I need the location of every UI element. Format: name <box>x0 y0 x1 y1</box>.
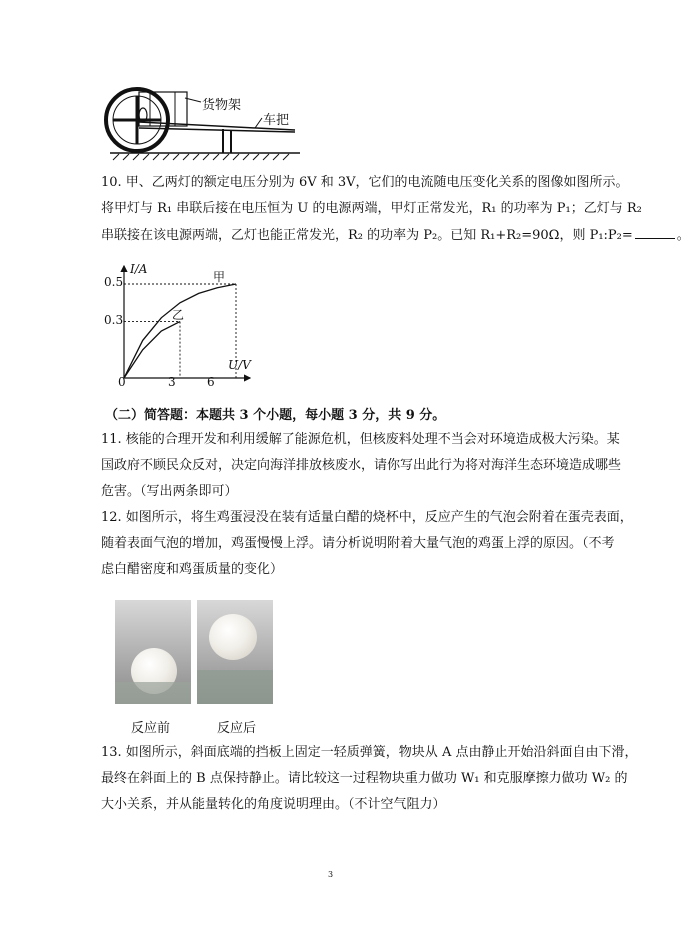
caption-before: 反应前 <box>131 721 171 736</box>
q13-line1: 13. 如图所示，斜面底端的挡板上固定一轻质弹簧，物块从 A 点由静止开始沿斜面自由下滑， <box>101 745 638 760</box>
q13-line3: 大小关系，并从能量转化的角度说明理由。（不计空气阻力） <box>101 797 446 812</box>
q11-line3: 危害。（写出两条即可） <box>101 484 238 499</box>
cart-label-handle: 车把 <box>263 113 290 128</box>
x-tick-3: 3 <box>168 375 176 389</box>
photo-after <box>197 600 273 704</box>
q11-line1: 11. 核能的合理开发和利用缓解了能源危机，但核废料处理不当会对环境造成极大污染。某 <box>101 432 620 447</box>
q12-line2: 随着表面气泡的增加，鸡蛋慢慢上浮。请分析说明附着大量气泡的鸡蛋上浮的原因。（不考 <box>101 536 615 551</box>
q11-line2: 国政府不顾民众反对，决定向海洋排放核废水，请你写出此行为将对海洋生态环境造成哪些 <box>101 458 622 473</box>
series-label-jia: 甲 <box>213 270 226 284</box>
q10-line3-text: 串联接在该电源两端，乙灯也能正常发光，R₂ 的功率为 P₂。已知 R₁+R₂=90Ω，则 P₁:P₂= <box>101 228 633 243</box>
photo-before <box>115 600 191 704</box>
q12-line1: 12. 如图所示，将生鸡蛋浸没在装有适量白醋的烧杯中，反应产生的气泡会附着在蛋壳表面， <box>101 510 633 525</box>
y-tick-0-5: 0.5 <box>104 275 124 289</box>
caption-after: 反应后 <box>217 721 257 736</box>
y-tick-0-3: 0.3 <box>104 313 124 327</box>
x-tick-0: 0 <box>118 375 126 389</box>
page-number: 3 <box>327 870 334 879</box>
y-axis-label: I/A <box>130 262 148 276</box>
q13-line2: 最终在斜面上的 B 点保持静止。请比较这一过程物块重力做功 W₁ 和克服摩擦力做功 W₂ 的 <box>101 771 628 786</box>
q12-line3: 虑白醋密度和鸡蛋质量的变化） <box>101 562 284 577</box>
answer-blank[interactable] <box>635 226 675 239</box>
q10-line2: 将甲灯与 R₁ 串联后接在电压恒为 U 的电源两端，甲灯正常发光，R₁ 的功率为 P₁；乙灯与 R₂ <box>101 201 642 216</box>
section-title: （二）简答题：本题共 3 个小题，每小题 3 分，共 9 分。 <box>105 408 446 423</box>
x-axis-label: U/V <box>228 358 251 372</box>
q10-line3 <box>101 226 690 245</box>
q10-line1: 10. 甲、乙两灯的额定电压分别为 6V 和 3V，它们的电流随电压变化关系的图像如图所示。 <box>101 175 629 190</box>
q10-line3-end: 。 <box>676 228 690 243</box>
x-tick-6: 6 <box>207 375 215 389</box>
cart-label-shelf: 货物架 <box>202 98 242 113</box>
series-label-yi: 乙 <box>172 308 185 322</box>
